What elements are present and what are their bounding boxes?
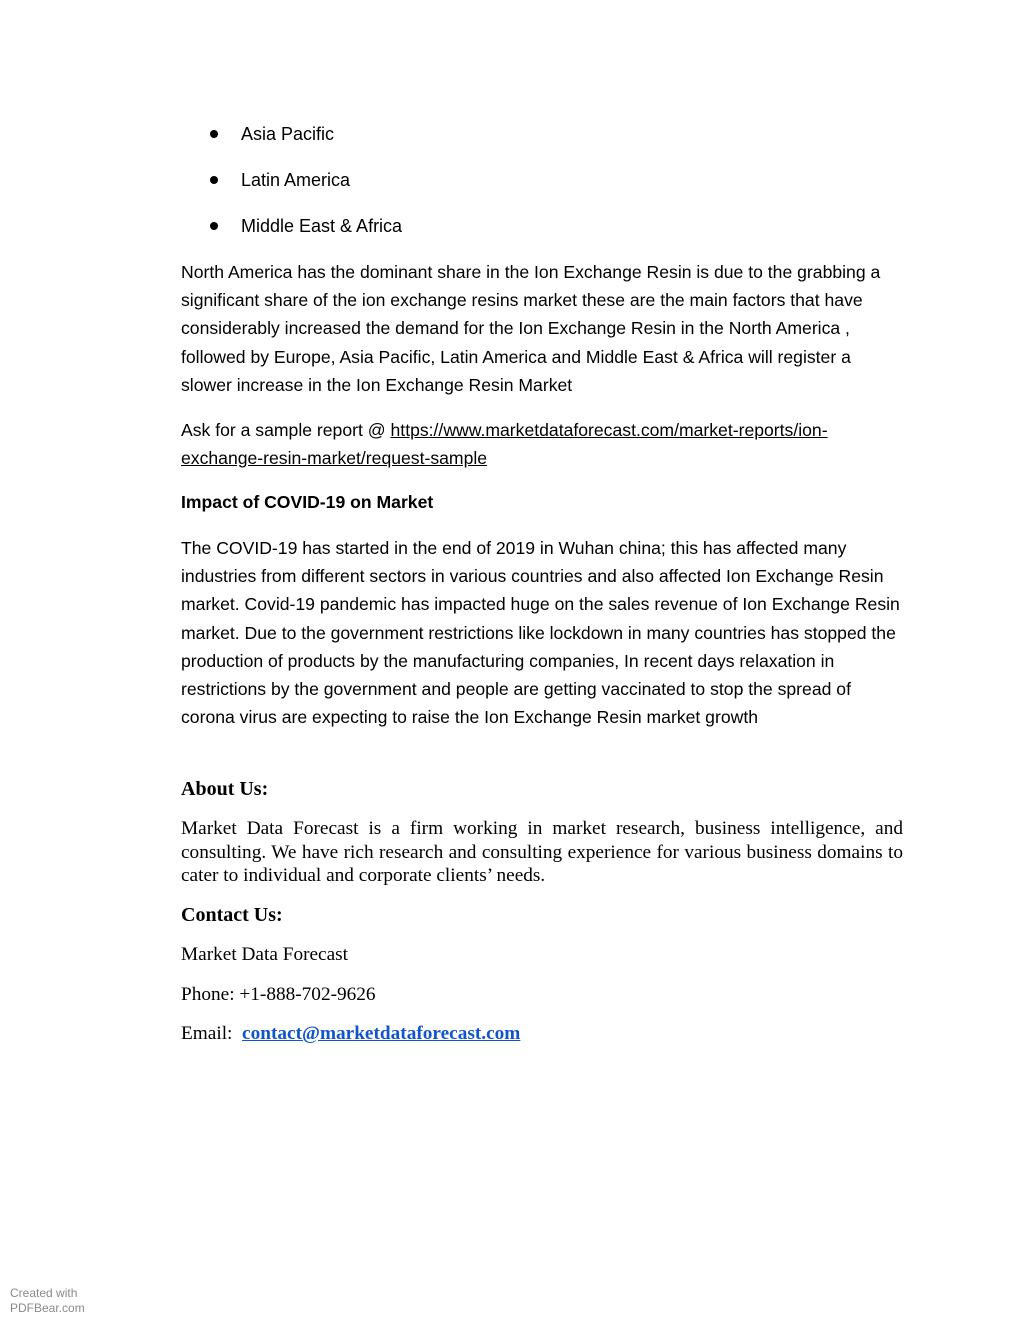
list-item: [210, 121, 402, 167]
email-link[interactable]: contact@marketdataforecast.com: [242, 1023, 521, 1044]
north-america-paragraph: North America has the dominant share in the Ion Exchange Resin is due to the grabbing a significant share of the ion exchange resins market these are the main factors that have considerably increased the demand for the Ion Exchange Resin in the North America , followed by Europe, Asia Pacific, Latin America and Middle East & Africa will register a slower increase in the Ion Exchange Resin Market: [181, 262, 881, 395]
watermark-line-2: PDFBear.com: [10, 1301, 85, 1315]
about-text: Market Data Forecast is a firm working in market research, business intelligence, and consulting. We have rich research and consulting experience for various business domains to cater to individual and corporate clients’ needs.: [181, 818, 903, 886]
contact-email-line: [181, 1021, 903, 1047]
region-list: [210, 121, 402, 259]
contact-phone: Phone: +1-888-702-9626: [181, 984, 376, 1005]
bullet-icon: [210, 176, 218, 184]
list-item: [210, 213, 402, 259]
region-label: Asia Pacific: [241, 124, 335, 144]
watermark-line-1: Created with: [10, 1286, 78, 1300]
email-label: Email:: [181, 1023, 243, 1044]
bullet-icon: [210, 130, 218, 138]
pdf-watermark: [10, 1286, 85, 1316]
sample-request-link[interactable]: https://www.marketdataforecast.com/market-reports/ion-exchange-resin-market/request-sample: [181, 420, 828, 469]
about-heading: About Us:: [181, 778, 269, 800]
sample-request-paragraph: [181, 416, 906, 472]
covid-heading: Impact of COVID-19 on Market: [181, 492, 434, 512]
covid-paragraph: The COVID-19 has started in the end of 2019 in Wuhan china; this has affected many industries from different sectors in various countries and also affected Ion Exchange Resin market. Covid-19 pandemic has impacted huge on the sales revenue of Ion Exchange Resin market. Due to the government restrictions like lockdown in many countries has stopped the production of products by the manufacturing companies, In recent days relaxation in restrictions by the government and people are getting vaccinated to stop the spread of corona virus are expecting to raise the Ion Exchange Resin market growth: [181, 538, 900, 728]
sample-request-prefix: Ask for a sample report @: [181, 420, 391, 440]
list-item: [210, 167, 402, 213]
region-label: Latin America: [241, 170, 351, 190]
contact-heading: Contact Us:: [181, 904, 283, 926]
bullet-icon: [210, 222, 218, 230]
contact-company: Market Data Forecast: [181, 944, 349, 965]
region-label: Middle East & Africa: [241, 216, 403, 236]
